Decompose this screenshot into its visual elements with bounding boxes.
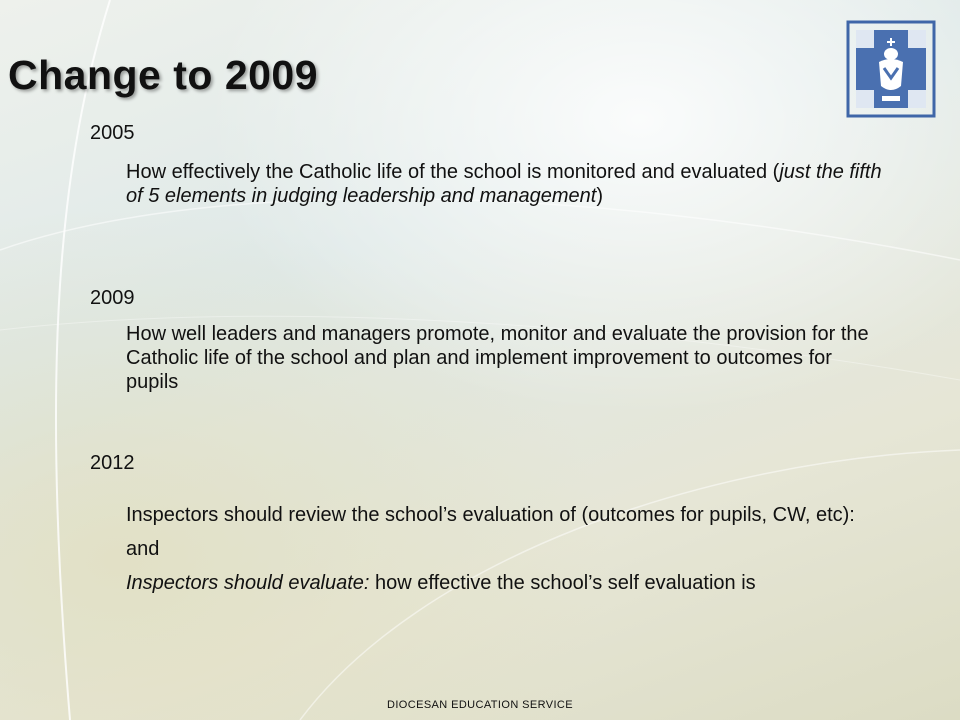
paragraph-2009: How well leaders and managers promote, monitor and evaluate the provision for the Catholic life of the school and plan and implement improvement to outcomes for pupils xyxy=(126,323,869,393)
year-2009: 2009 xyxy=(90,287,135,309)
paragraph-2012-rest: how effective the school’s self evaluation is xyxy=(369,572,756,594)
paragraph-2012-italic: Inspectors should evaluate: xyxy=(126,572,370,594)
paragraph-2012-line1: Inspectors should review the school’s evaluation of (outcomes for pupils, CW, etc): and xyxy=(126,504,855,560)
paragraph-2005-italic: just the fifth of 5 elements in judging leadership and management xyxy=(126,161,882,207)
paragraph-2005-text: How effectively the Catholic life of the school is monitored and evaluated ( xyxy=(126,161,780,183)
paragraph-2012-line2 xyxy=(126,566,886,600)
year-2005: 2005 xyxy=(90,122,135,144)
diocesan-crest-icon xyxy=(846,20,936,118)
paragraph-2005-close: ) xyxy=(596,185,603,207)
slide-title: Change to 2009 xyxy=(8,52,319,98)
footer-text: DIOCESAN EDUCATION SERVICE xyxy=(386,699,574,711)
year-2012: 2012 xyxy=(90,452,135,474)
paragraph-2005 xyxy=(126,160,886,208)
